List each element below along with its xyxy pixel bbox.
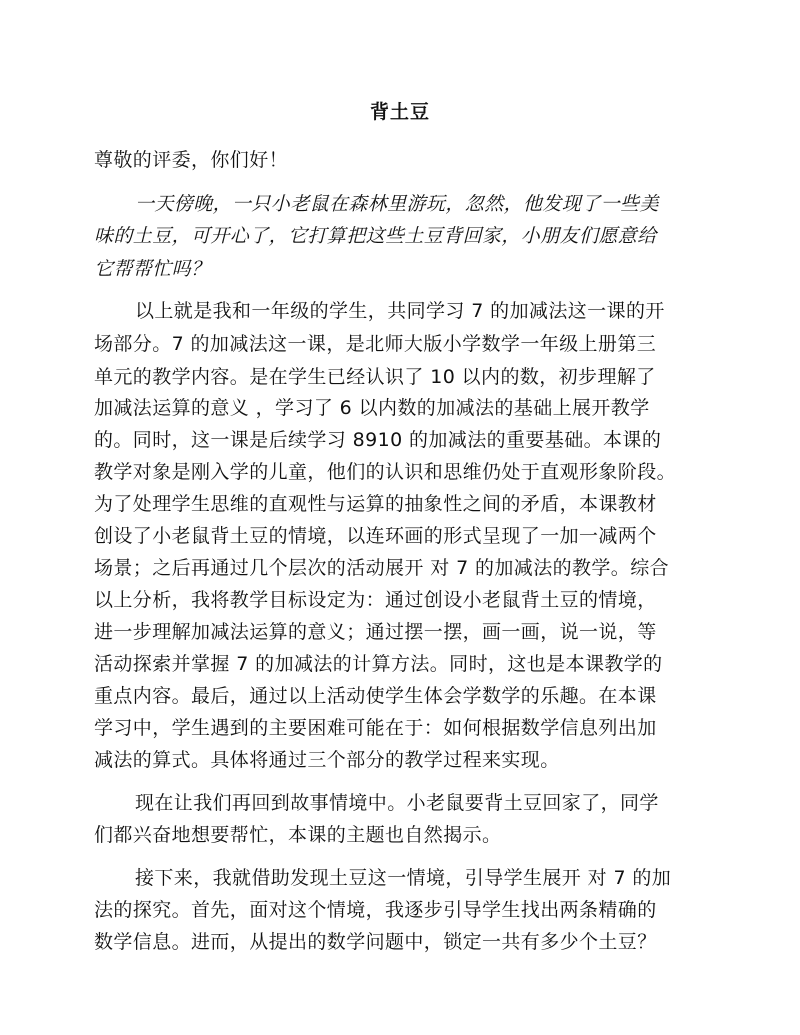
paragraph-line: 加减法运算的意义 ，学习了 6 以内数的加减法的基础上展开教学 [94,397,650,419]
paragraph-line: 现在让我们再回到故事情境中。小老鼠要背土豆回家了，同学 [135,792,659,814]
paragraph-line: 重点内容。最后，通过以上活动使学生体会学数学的乐趣。在本课 [94,685,657,707]
paragraph-line: 们都兴奋地想要帮忙，本课的主题也自然揭示。 [94,824,502,846]
paragraph-line: 活动探索并掌握 7 的加减法的计算方法。同时，这也是本课教学的 [94,653,663,675]
paragraph-line: 场景；之后再通过几个层次的活动展开 对 7 的加减法的教学。综合 [94,557,670,579]
paragraph-line: 数学信息。进而，从提出的数学问题中，锁定一共有多少个土豆？ [94,931,657,953]
story-line: 味的土豆，可开心了，它打算把这些土豆背回家，小朋友们愿意给 [94,225,657,247]
paragraph-line: 单元的教学内容。是在学生已经认识了 10 以内的数，初步理解了 [94,366,656,388]
paragraph-line: 接下来，我就借助发现土豆这一情境，引导学生展开 对 7 的加 [135,867,672,889]
paragraph-line: 学习中，学生遇到的主要困难可能在于：如何根据数学信息列出加 [94,717,657,739]
paragraph-line: 法的探究。首先，面对这个情境，我逐步引导学生找出两条精确的 [94,899,657,921]
page-title: 背土豆 [369,101,430,123]
paragraph-line: 以上分析，我将教学目标设定为：通过创设小老鼠背土豆的情境， [94,589,657,611]
greeting-line: 尊敬的评委，你们好！ [94,149,289,171]
paragraph-line: 以上就是我和一年级的学生，共同学习 7 的加减法这一课的开 [135,300,665,322]
paragraph-line: 场部分。7 的加减法这一课，是北师大版小学数学一年级上册第三 [94,333,657,355]
paragraph-line: 的。同时，这一课是后续学习 8910 的加减法的重要基础。本课的 [94,429,662,451]
paragraph-line: 减法的算式。具体将通过三个部分的教学过程来实现。 [94,749,560,771]
paragraph-line: 进一步理解加减法运算的意义；通过摆一摆，画一画，说一说，等 [94,621,657,643]
paragraph-line: 创设了小老鼠背土豆的情境，以连环画的形式呈现了一加一减两个 [94,525,657,547]
paragraph-line: 教学对象是刚入学的儿童，他们的认识和思维仍处于直观形象阶段。 [94,461,677,483]
story-line: 一天傍晚，一只小老鼠在森林里游玩，忽然，他发现了一些美 [135,193,659,215]
story-line: 它帮帮忙吗？ [94,258,211,280]
paragraph-line: 为了处理学生思维的直观性与运算的抽象性之间的矛盾，本课教材 [94,493,657,515]
